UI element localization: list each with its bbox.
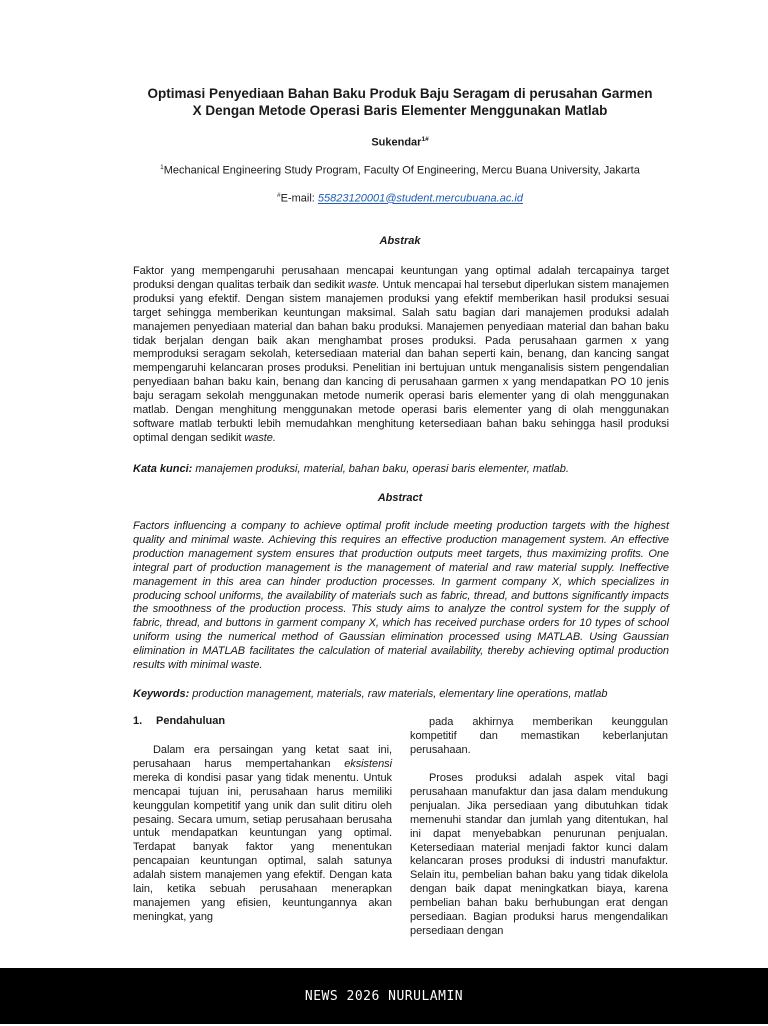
left-italic-word: eksistensi <box>344 757 392 770</box>
email-line <box>0 192 768 205</box>
email-link[interactable]: 55823120001@student.mercubuana.ac.id <box>317 192 523 205</box>
title-line-1: Optimasi Penyediaan Bahan Baku Produk Baju Seragam di perusahan Garmen <box>147 86 653 101</box>
author-name: Sukendar <box>371 136 422 149</box>
keywords-label: Keywords: <box>133 688 190 700</box>
abstrak-text-2: Untuk mencapai hal tersebut diperlukan sistem manajemen produksi yang efektif. Dengan sistem manajemen produksi yang efektif memberikan hasil produksi sesuai target sehingga memberikan keuntungan maksimal. Salah satu bagian dari manajemen produksi adalah manajemen penyediaan material dan bahan baku produksi. Manajemen penyediaan material dan bahan baku tidak berjalan dengan baik akan menghambat proses produksi. Pada perusahaan garmen x yang memproduksi seragam sekolah, ketersediaan material dan bahan seperti kain, benang, dan kancing sangat mempengaruhi kelancaran proses produksi. Penelitian ini bertujuan untuk menganalisis sistem pengendalian penyediaan bahan baku kain, benang dan kancing di perusahaan garmen x yang mendapatkan PO 10 jenis baju seragam sekolah menggunakan metode numerik operasi baris elementer yang di olah menggunakan matlab. Dengan menghitung menggunakan metode operasi baris elementer yang di olah menggunakan software matlab terbukti lebih memudahkan menghitung ketersediaan bahan baku sehingga hasil produksi optimal dengan sedikit <box>133 278 669 444</box>
footer-banner <box>0 968 768 1024</box>
right-column-paragraph-2: Proses produksi adalah aspek vital bagi perusahaan manufaktur dan jasa dalam mendukung penjualan. Jika persediaan yang dibutuhkan tidak memenuhi standar dan jumlah yang ditentukan, hal ini dapat menyebabkan penurunan penjualan. Ketersediaan material menjadi faktor kunci dalam kelancaran proses produksi di industri manufaktur. Selain itu, pembelian bahan baku yang tidak dikelola dengan baik dapat meningkatkan biaya, karena pembelian bahan baku berhubungan erat dengan persediaan. Bagian produksi harus mengendalikan persediaan dengan <box>410 772 668 937</box>
left-text-2: mereka di kondisi pasar yang tidak menentu. Untuk mencapai tujuan ini, perusahaan harus memiliki keunggulan kompetitif yang unik dan sulit ditiru oleh pesaing. Secara umum, setiap perusahaan berusaha untuk mendapatkan keuntungan yang optimal. Terdapat banyak faktor yang menentukan pencapaian keuntungan optimal, salah satunya adalah sistem manajemen yang efektif. Dengan kata lain, ketika sebuah perusahaan menerapkan manajemen yang efisien, keuntungannya akan meningkat, yang <box>133 771 392 923</box>
email-label: E-mail: <box>280 192 318 205</box>
abstrak-heading: Abstrak <box>379 235 421 247</box>
section-title: Pendahuluan <box>156 715 226 727</box>
kata-kunci-values: manajemen produksi, material, bahan baku, operasi baris elementer, matlab. <box>192 463 569 475</box>
kata-kunci-label: Kata kunci: <box>133 463 193 475</box>
paper-title <box>120 85 680 119</box>
left-text-1: Dalam era persaingan yang ketat saat ini, perusahaan harus mempertahankan <box>133 744 392 770</box>
section-heading <box>133 715 225 727</box>
abstrak-waste-2: waste. <box>244 431 276 444</box>
left-column-paragraph <box>133 744 392 925</box>
affiliation-text: Mechanical Engineering Study Program, Faculty Of Engineering, Mercu Buana University, Jakarta <box>163 164 640 177</box>
affiliation-mark: 1 <box>160 164 164 171</box>
author-marks: 1# <box>421 136 429 143</box>
author <box>0 136 768 149</box>
affiliation <box>0 164 768 177</box>
abstract-heading: Abstract <box>377 492 423 504</box>
right-column-paragraph-1: pada akhirnya memberikan keunggulan kompetitif dan memastikan keberlanjutan perusahaan. <box>410 716 668 756</box>
abstrak-waste-1: waste. <box>347 278 380 291</box>
section-number: 1. <box>133 715 143 727</box>
abstract-body: Factors influencing a company to achieve optimal profit include meeting production targets with the highest quality and minimal waste. Achieving this requires an effective production management system. An effective production management system ensures that production outputs meet targets, thus maximizing profits. One integral part of production management is the management of material and raw material supply. Ineffective management in this area can hinder production processes. In garment company X, which specializes in producing school uniforms, the availability of materials such as fabric, thread, and buttons significantly impacts the smoothness of the production process. This study aims to analyze the control system for the supply of fabric, thread, and buttons in garment company X, which has received purchase orders for 10 types of school uniform using the numerical method of Gaussian elimination processed using MATLAB. Using Gaussian elimination in MATLAB facilitates the calculation of material availability, thereby achieving optimal production results with minimal waste. <box>133 520 669 672</box>
title-line-2: X Dengan Metode Operasi Baris Elementer Menggunakan Matlab <box>192 103 608 118</box>
abstrak-body <box>133 265 669 446</box>
footer-caption: NEWS 2026 NURULAMIN <box>304 989 464 1004</box>
keywords <box>133 688 663 700</box>
abstrak-text-1: Faktor yang mempengaruhi perusahaan mencapai keuntungan yang optimal adalah tercapainya target produksi dengan qualitas terbaik dan sedikit <box>133 265 669 291</box>
email-mark: # <box>277 192 281 199</box>
keywords-values: production management, materials, raw materials, elementary line operations, matlab <box>189 688 608 700</box>
kata-kunci <box>133 463 663 475</box>
